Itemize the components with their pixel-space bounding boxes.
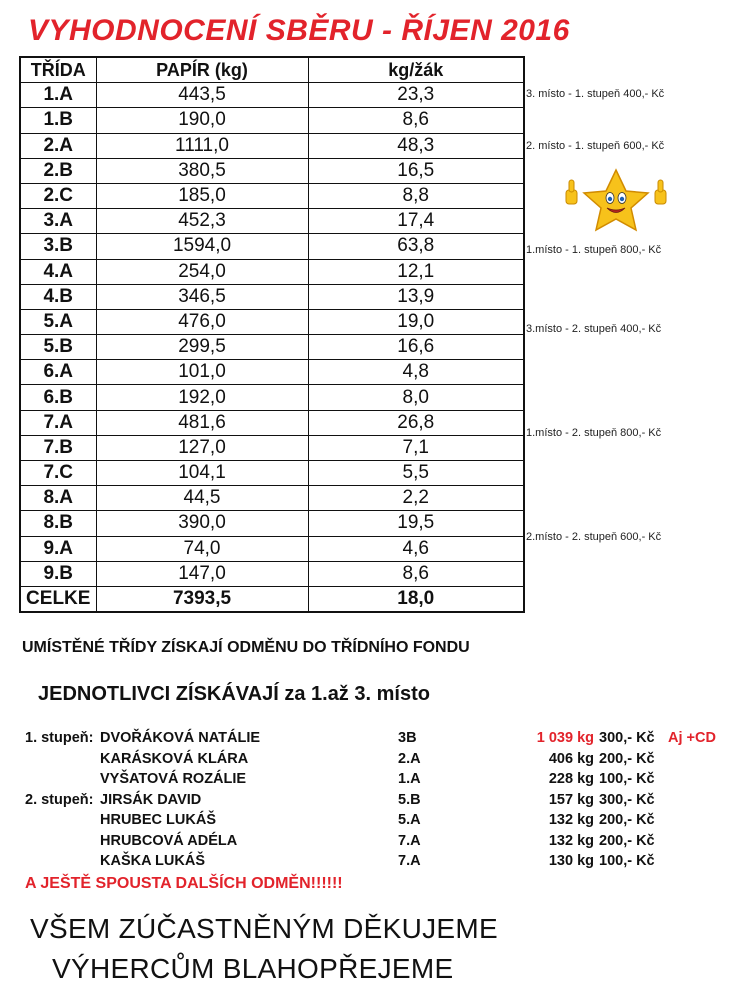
individual-row [0, 853, 751, 873]
pupil-kg: 132 kg [548, 832, 594, 849]
per-pupil-cell: 23,3 [308, 83, 524, 108]
per-pupil-cell: 7,1 [308, 435, 524, 460]
table-row [20, 435, 524, 460]
table-row [20, 234, 524, 259]
pupil-name: DVOŘÁKOVÁ NATÁLIE [100, 730, 261, 746]
paper-cell: 190,0 [96, 108, 308, 133]
class-cell: 8.B [20, 511, 96, 536]
table-row [20, 461, 524, 486]
per-pupil-cell: 8,8 [308, 183, 524, 208]
pupil-kg: 132 kg [548, 812, 594, 828]
class-cell: 1.A [20, 83, 96, 108]
paper-cell: 127,0 [96, 435, 308, 460]
class-cell: 7.A [20, 410, 96, 435]
pupil-class: 2.A [398, 750, 421, 767]
individual-row [0, 751, 751, 771]
header-class: TŘÍDA [20, 57, 96, 83]
per-pupil-cell: 8,0 [308, 385, 524, 410]
paper-cell: 44,5 [96, 486, 308, 511]
pupil-kg: 130 kg [548, 853, 594, 869]
paper-cell: 147,0 [96, 561, 308, 586]
paper-cell: 452,3 [96, 209, 308, 234]
table-row [20, 183, 524, 208]
header-per-pupil: kg/žák [308, 57, 524, 83]
pupil-prize: 100,- Kč [599, 853, 655, 869]
class-cell: 2.A [20, 133, 96, 158]
table-row [20, 259, 524, 284]
class-cell: 5.A [20, 309, 96, 334]
table-row [20, 561, 524, 586]
individual-row [0, 812, 751, 832]
tier-label: 2. stupeň: [25, 791, 94, 808]
class-cell: 7.C [20, 461, 96, 486]
pupil-kg: 228 kg [548, 771, 594, 787]
pupil-prize: 200,- Kč [599, 832, 655, 849]
pupil-class: 1.A [398, 771, 421, 787]
per-pupil-cell: 5,5 [308, 461, 524, 486]
class-cell: 2.B [20, 158, 96, 183]
award-note: 1.místo - 1. stupeň 800,- Kč [526, 244, 662, 257]
paper-cell: 390,0 [96, 511, 308, 536]
page-title: VYHODNOCENÍ SBĚRU - ŘÍJEN 2016 [28, 14, 570, 47]
paper-cell: 74,0 [96, 536, 308, 561]
award-note: 2. místo - 1. stupeň 600,- Kč [526, 140, 665, 153]
paper-cell: 476,0 [96, 309, 308, 334]
pupil-class: 7.A [398, 832, 421, 849]
per-pupil-cell: 4,8 [308, 360, 524, 385]
paper-cell: 346,5 [96, 284, 308, 309]
class-cell: 5.B [20, 335, 96, 360]
thumbs-up-icon [655, 180, 666, 204]
class-cell: 4.A [20, 259, 96, 284]
thumbs-up-icon [566, 180, 577, 204]
table-row [20, 108, 524, 133]
table-header-row [20, 57, 524, 83]
individual-row [0, 792, 751, 812]
pupil-name: KAŠKA LUKÁŠ [100, 853, 205, 869]
table-row [20, 158, 524, 183]
table-row [20, 209, 524, 234]
table-row [20, 486, 524, 511]
per-pupil-cell: 19,5 [308, 511, 524, 536]
more-rewards-note: A JEŠTĚ SPOUSTA DALŠÍCH ODMĚN!!!!!! [25, 875, 343, 892]
award-note: 3.místo - 2. stupeň 400,- Kč [526, 322, 662, 335]
paper-cell: 443,5 [96, 83, 308, 108]
award-note: 1.místo - 2. stupeň 800,- Kč [526, 426, 662, 439]
paper-cell: 185,0 [96, 183, 308, 208]
per-pupil-cell: 48,3 [308, 133, 524, 158]
per-pupil-cell: 26,8 [308, 410, 524, 435]
table-row [20, 410, 524, 435]
pupil-class: 5.A [398, 812, 421, 828]
pupil-prize: 200,- Kč [599, 812, 655, 828]
pupil-kg: 406 kg [548, 750, 594, 767]
table-row [20, 83, 524, 108]
per-pupil-cell: 17,4 [308, 209, 524, 234]
paper-cell: 192,0 [96, 385, 308, 410]
per-pupil-cell: 16,6 [308, 335, 524, 360]
pupil-kg: 1 039 kg [536, 730, 594, 746]
per-pupil-cell: 12,1 [308, 259, 524, 284]
total-per-pupil: 18,0 [308, 586, 524, 612]
pupil-name: VYŠATOVÁ ROZÁLIE [100, 771, 247, 787]
award-note: 3. místo - 1. stupeň 400,- Kč [526, 88, 665, 101]
class-cell: 1.B [20, 108, 96, 133]
individual-row [0, 771, 751, 791]
per-pupil-cell: 19,0 [308, 309, 524, 334]
class-cell: 2.C [20, 183, 96, 208]
per-pupil-cell: 8,6 [308, 108, 524, 133]
pupil-class: 7.A [398, 853, 421, 869]
paper-cell: 254,0 [96, 259, 308, 284]
table-row [20, 309, 524, 334]
pupil-class: 5.B [398, 791, 421, 808]
paper-cell: 1594,0 [96, 234, 308, 259]
per-pupil-cell: 16,5 [308, 158, 524, 183]
pupil-prize: 200,- Kč [599, 750, 655, 767]
class-cell: 6.B [20, 385, 96, 410]
pupil-name: JIRSÁK DAVID [100, 791, 202, 808]
header-paper: PAPÍR (kg) [96, 57, 308, 83]
class-cell: 4.B [20, 284, 96, 309]
total-paper: 7393,5 [96, 586, 308, 612]
per-pupil-cell: 4,6 [308, 536, 524, 561]
paper-cell: 101,0 [96, 360, 308, 385]
per-pupil-cell: 63,8 [308, 234, 524, 259]
thanks-line-2: VÝHERCŮM BLAHOPŘEJEME [52, 953, 454, 984]
pupil-name: KARÁSKOVÁ KLÁRA [100, 750, 249, 767]
paper-cell: 1111,0 [96, 133, 308, 158]
results-table [19, 56, 525, 613]
per-pupil-cell: 8,6 [308, 561, 524, 586]
class-cell: 9.A [20, 536, 96, 561]
paper-cell: 104,1 [96, 461, 308, 486]
tier-label: 1. stupeň: [25, 730, 94, 746]
smiling-star-icon [560, 168, 672, 232]
pupil-prize: 100,- Kč [599, 771, 655, 787]
table-row [20, 536, 524, 561]
total-row [20, 586, 524, 612]
pupil-prize: 300,- Kč [599, 730, 655, 746]
class-cell: 9.B [20, 561, 96, 586]
table-row [20, 284, 524, 309]
award-note: 2.místo - 2. stupeň 600,- Kč [526, 530, 662, 543]
pupil-kg: 157 kg [548, 791, 594, 808]
paper-cell: 481,6 [96, 410, 308, 435]
paper-cell: 380,5 [96, 158, 308, 183]
table-row [20, 511, 524, 536]
pupil-extra: Aj +CD [668, 730, 716, 746]
class-cell: 6.A [20, 360, 96, 385]
individual-row [0, 730, 751, 750]
pupil-name: HRUBEC LUKÁŠ [100, 812, 216, 828]
pupil-class: 3B [398, 730, 417, 746]
paper-cell: 299,5 [96, 335, 308, 360]
pupil-name: HRUBCOVÁ ADÉLA [100, 832, 238, 849]
table-row [20, 385, 524, 410]
table-row [20, 133, 524, 158]
pupil-prize: 300,- Kč [599, 791, 655, 808]
table-row [20, 335, 524, 360]
per-pupil-cell: 13,9 [308, 284, 524, 309]
class-cell: 7.B [20, 435, 96, 460]
total-label: CELKE [20, 586, 96, 612]
individual-row [0, 833, 751, 853]
per-pupil-cell: 2,2 [308, 486, 524, 511]
class-reward-note: UMÍSTĚNÉ TŘÍDY ZÍSKAJÍ ODMĚNU DO TŘÍDNÍHO FONDU [22, 639, 470, 656]
individuals-heading: JEDNOTLIVCI ZÍSKÁVAJÍ za 1.až 3. místo [38, 683, 430, 705]
class-cell: 3.B [20, 234, 96, 259]
class-cell: 3.A [20, 209, 96, 234]
table-row [20, 360, 524, 385]
thanks-line-1: VŠEM ZÚČASTNĚNÝM DĚKUJEME [30, 913, 498, 944]
class-cell: 8.A [20, 486, 96, 511]
